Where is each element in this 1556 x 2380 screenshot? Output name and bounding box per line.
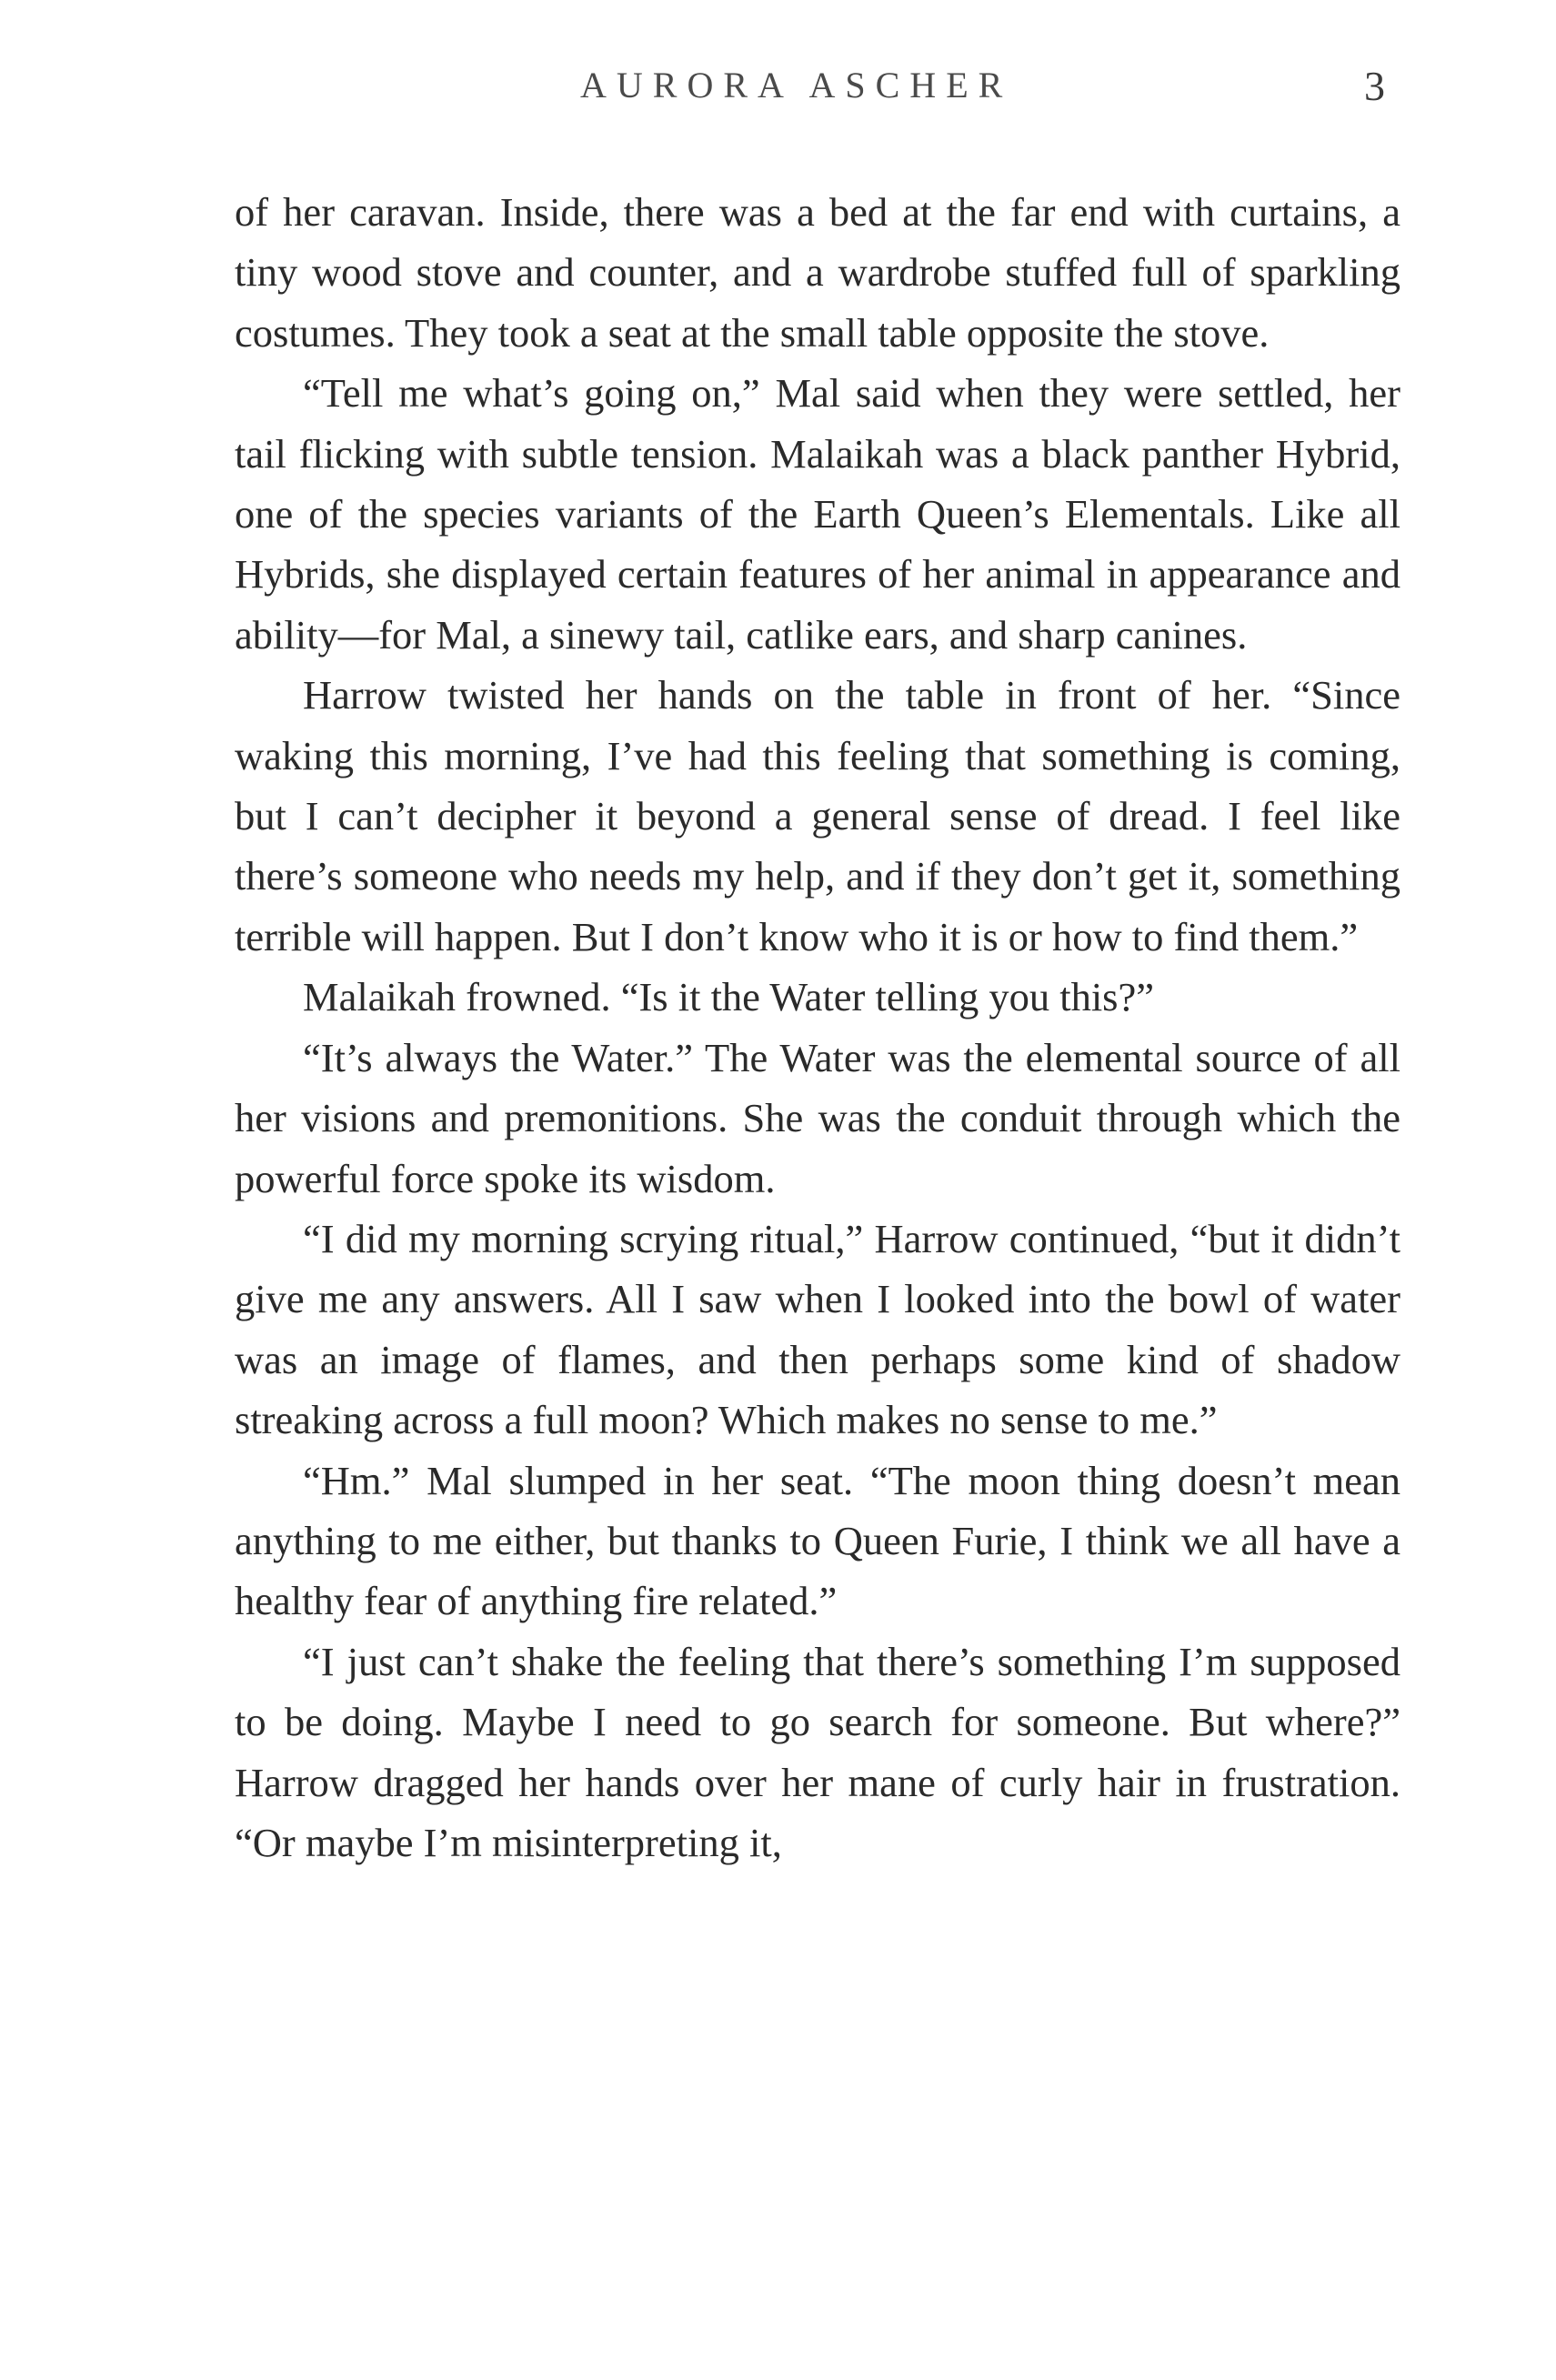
- paragraph: Malaikah frowned. “Is it the Water telling you this?”: [303, 974, 1154, 1020]
- running-header: [0, 56, 1556, 111]
- paragraph: “I just can’t shake the feeling that there’s something I’m supposed to be doing. Maybe I need to go search for someone. But where?” Harrow dragged her hands over her mane of curly hair in frustration. “Or maybe I’m misinterpreting it,: [235, 1638, 1400, 1865]
- paragraph: “I did my morning scrying ritual,” Harrow continued, “but it didn’t give me any answers. All I saw when I looked into the bowl of water was an image of flames, and then perhaps some kind of shadow streaking across a full moon? Which makes no sense to me.”: [235, 1215, 1400, 1443]
- running-head-author: AURORA ASCHER: [580, 65, 1013, 105]
- body-text: [235, 182, 1400, 1873]
- paragraph: “Hm.” Mal slumped in her seat. “The moon thing doesn’t mean anything to me either, but thanks to Queen Furie, I think we all have a healthy fear of anything fire related.”: [235, 1457, 1400, 1624]
- paragraph: of her caravan. Inside, there was a bed at the far end with curtains, a tiny wood stove and counter, and a wardrobe stuffed full of sparkling costumes. They took a seat at the small table opposite the stove.: [235, 189, 1400, 356]
- paragraph: Harrow twisted her hands on the table in front of her. “Since waking this morning, I’ve had this feeling that something is coming, but I can’t decipher it beyond a general sense of dread. I feel like there’s someone who needs my help, and if they don’t get it, something terrible will happen. But I don’t know who it is or how to find them.”: [235, 672, 1400, 959]
- paragraph: “It’s always the Water.” The Water was the elemental source of all her visions and premonitions. She was the conduit through which the powerful force spoke its wisdom.: [235, 1034, 1400, 1201]
- paragraph: “Tell me what’s going on,” Mal said when they were settled, her tail flicking with subtle tension. Malaikah was a black panther Hybrid, one of the species variants of the Earth Queen’s Elementals. Like all Hybrids, she displayed certain features of her animal in appearance and ability—for Mal, a sinewy tail, catlike ears, and sharp canines.: [235, 370, 1400, 658]
- page-number: 3: [1364, 63, 1385, 109]
